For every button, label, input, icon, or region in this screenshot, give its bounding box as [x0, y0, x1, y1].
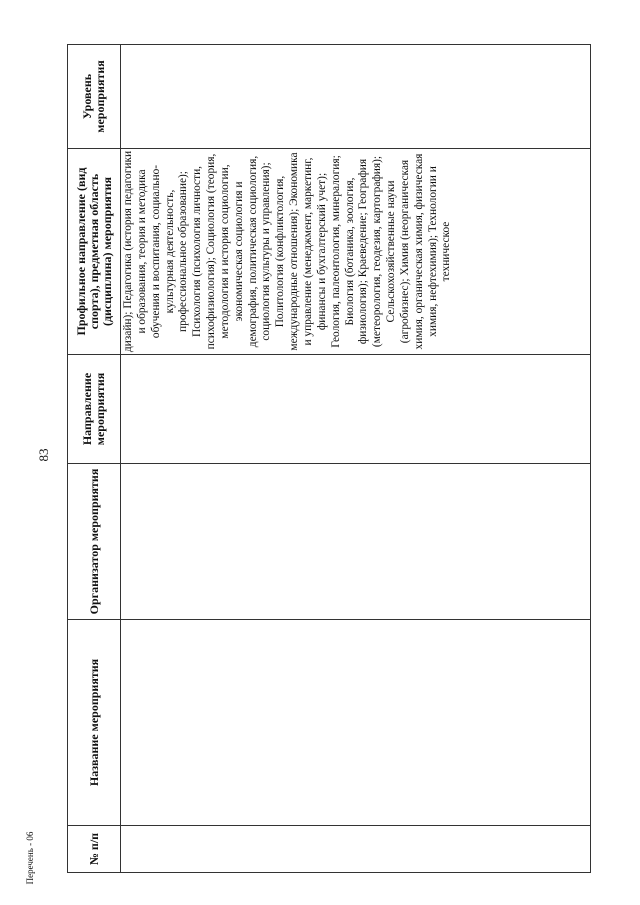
footer-label: Перечень - 06 — [25, 831, 35, 885]
table-header-row — [68, 45, 121, 873]
cell-direction — [121, 355, 591, 464]
table-frame — [67, 45, 590, 873]
cell-event-name — [121, 620, 591, 826]
cell-profile — [121, 149, 591, 355]
header-profile: Профильное направление (вид спорта), предметная область (дисциплина) мероприятия — [68, 149, 121, 355]
header-direction: Направление мероприятия — [68, 355, 121, 464]
cell-num — [121, 826, 591, 873]
cell-organizer — [121, 464, 591, 620]
header-level: Уровень мероприятия — [68, 45, 121, 149]
cell-level — [121, 45, 591, 149]
header-event-name: Название мероприятия — [68, 620, 121, 826]
rotated-table-container — [67, 45, 590, 873]
table-row — [121, 45, 591, 873]
profile-text: дизайн); Педагогика (история педагогики и образования, теория и методика обучения и воспитания, социально-культурная деятельность, профессиональное образование); Психология (психология личности, психофизиология); Социология (теория, методология и история социологии, экономическая социология и демография, политическая социология, социология культуры и управления); Политология (конфликтология, международные отношения); Экономика и управление (менеджмент, маркетинг, финансы и бухгалтерский учет); Геология, палеонтология, минералогия; Биология (ботаника, зоология, физиология); Краеведение; География (метеорология, геодезия, картография); Сельскохозяйственные науки (агробизнес); Химия (неорганическая химия, органическая химия, физическая химия, нефтехимия); Технологии и техническое — [122, 150, 453, 353]
header-organizer: Организатор мероприятия — [68, 464, 121, 620]
page-number: 83 — [36, 448, 51, 462]
events-table — [67, 44, 591, 873]
header-num: № п/п — [68, 826, 121, 873]
